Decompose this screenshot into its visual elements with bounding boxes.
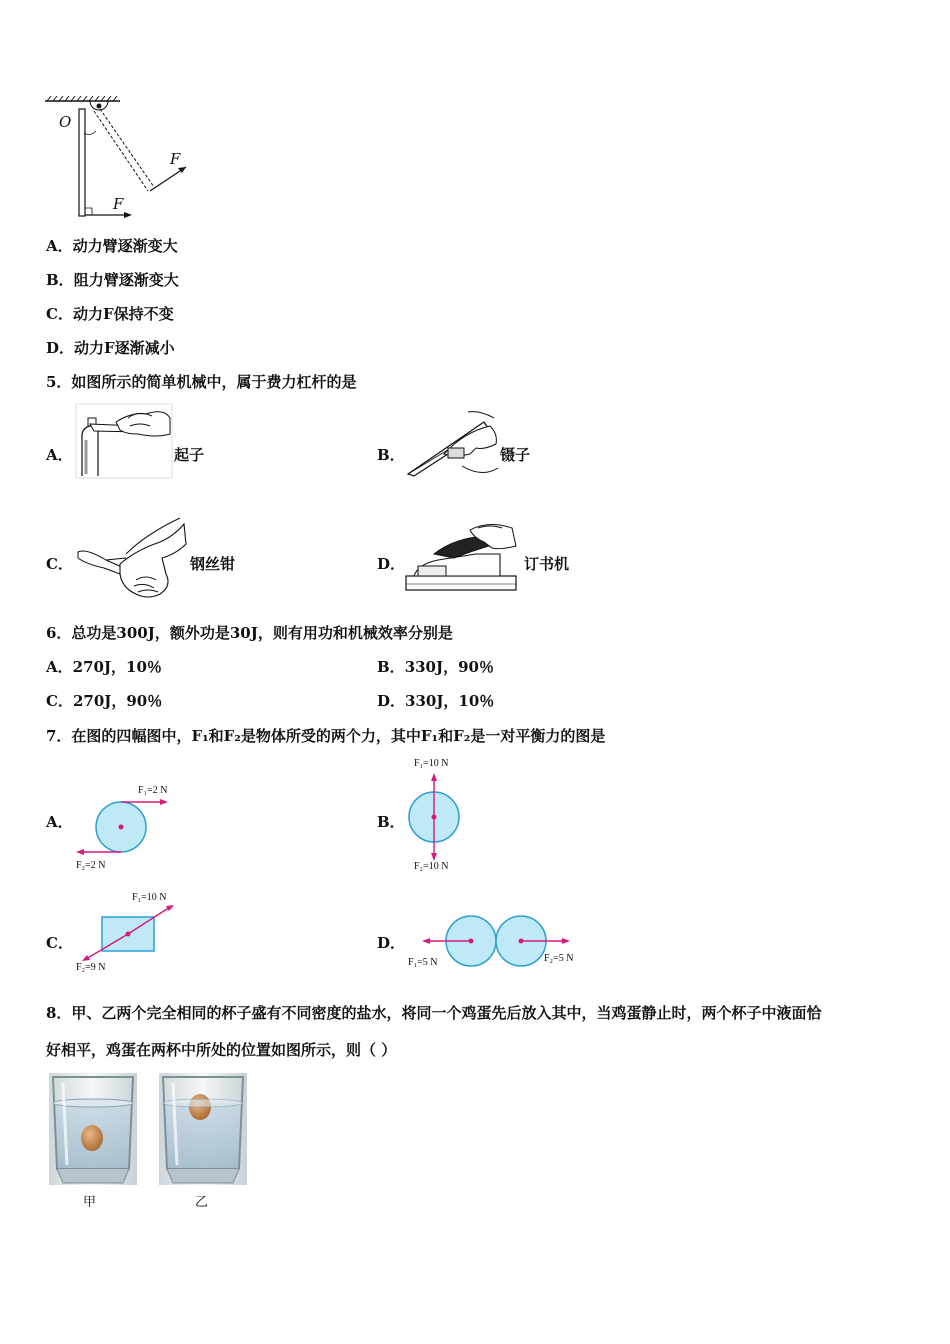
q5-stem: 5．如图所示的简单机械中，属于费力杠杆的是 bbox=[46, 373, 357, 391]
cup-yi-caption: 乙 bbox=[195, 1195, 209, 1210]
q8-stem-line1: 8．甲、乙两个完全相同的杯子盛有不同密度的盐水，将同一个鸡蛋先后放入其中，当鸡蛋静止时，两个杯子中液面恰 bbox=[46, 1004, 822, 1022]
option-key: A． bbox=[46, 658, 73, 676]
stapler-icon bbox=[404, 514, 522, 600]
bottle-opener-icon bbox=[76, 404, 172, 478]
q7-b-f1-label: F₁=10 N bbox=[414, 758, 449, 769]
q7-stem: 7．在图的四幅图中，F₁和F₂是物体所受的两个力，其中F₁和F₂是一对平衡力的图是 bbox=[46, 727, 606, 745]
force-label-top: F bbox=[170, 150, 181, 168]
tweezers-icon bbox=[404, 404, 498, 478]
q6-stem: 6．总功是300J，额外功是30J，则有用功和机械效率分别是 bbox=[46, 624, 453, 642]
option-key: D． bbox=[377, 692, 406, 710]
pliers-icon bbox=[76, 514, 188, 600]
option-key: B． bbox=[377, 658, 405, 676]
q5-option-b-key[interactable]: B． bbox=[377, 446, 405, 464]
q4-option-a[interactable] bbox=[46, 237, 178, 255]
q7-a-f2-label: F₂=2 N bbox=[76, 860, 106, 871]
option-text: 330J，90％ bbox=[404, 658, 494, 676]
q7-a-f1-label: F₁=2 N bbox=[138, 785, 168, 796]
option-text: 330J，10％ bbox=[405, 692, 495, 710]
option-text: 阻力臂逐渐变大 bbox=[73, 271, 179, 289]
lever-figure bbox=[40, 95, 200, 225]
option-key: D． bbox=[46, 339, 75, 357]
cup-jia-caption: 甲 bbox=[83, 1195, 97, 1210]
q7-c-f1-label: F₁=10 N bbox=[132, 892, 167, 903]
q6-option-b[interactable] bbox=[377, 658, 494, 676]
q7-b-f2-label: F₂=10 N bbox=[414, 861, 449, 872]
q4-option-c[interactable] bbox=[46, 305, 174, 323]
option-text: 270J，10％ bbox=[72, 658, 162, 676]
q4-option-b[interactable] bbox=[46, 271, 179, 289]
q6-option-c[interactable] bbox=[46, 692, 162, 710]
option-text: 动力F保持不变 bbox=[72, 305, 174, 323]
option-key: C． bbox=[46, 305, 73, 323]
option-text: 动力F逐渐减小 bbox=[74, 339, 175, 357]
q7-option-c-key[interactable]: C． bbox=[46, 934, 73, 952]
q7-d-f2-label: F₂=5 N bbox=[544, 953, 574, 964]
q4-option-d[interactable] bbox=[46, 339, 175, 357]
cup-jia-image bbox=[49, 1073, 137, 1185]
q7-option-b-key[interactable]: B． bbox=[377, 813, 405, 831]
q5-option-d-key[interactable]: D． bbox=[377, 555, 406, 573]
q6-option-d[interactable] bbox=[377, 692, 494, 710]
pivot-label: O bbox=[59, 113, 72, 131]
q7-c-f2-label: F₂=9 N bbox=[76, 962, 106, 973]
cup-yi-image bbox=[159, 1073, 247, 1185]
q6-option-a[interactable] bbox=[46, 658, 162, 676]
q7-d-f1-label: F₁=5 N bbox=[408, 957, 438, 968]
q5-option-a-name[interactable]: 起子 bbox=[174, 446, 205, 464]
q5-option-a-key[interactable]: A． bbox=[46, 446, 73, 464]
option-key: B． bbox=[46, 271, 74, 289]
q5-option-d-name[interactable]: 订书机 bbox=[524, 555, 570, 573]
q8-stem-line2: 好相平，鸡蛋在两杯中所处的位置如图所示，则（ ） bbox=[46, 1041, 397, 1059]
force-label-bottom: F bbox=[113, 195, 124, 213]
option-key: A． bbox=[46, 237, 73, 255]
q5-option-b-name[interactable]: 镊子 bbox=[500, 446, 531, 464]
q7-option-a-key[interactable]: A． bbox=[46, 813, 73, 831]
option-text: 270J，90％ bbox=[72, 692, 163, 710]
option-key: C． bbox=[46, 692, 73, 710]
option-text: 动力臂逐渐变大 bbox=[72, 237, 178, 255]
force-diagram-b bbox=[400, 765, 480, 875]
q7-option-d-key[interactable]: D． bbox=[377, 934, 406, 952]
q5-option-c-name[interactable]: 钢丝钳 bbox=[190, 555, 236, 573]
q5-option-c-key[interactable]: C． bbox=[46, 555, 73, 573]
